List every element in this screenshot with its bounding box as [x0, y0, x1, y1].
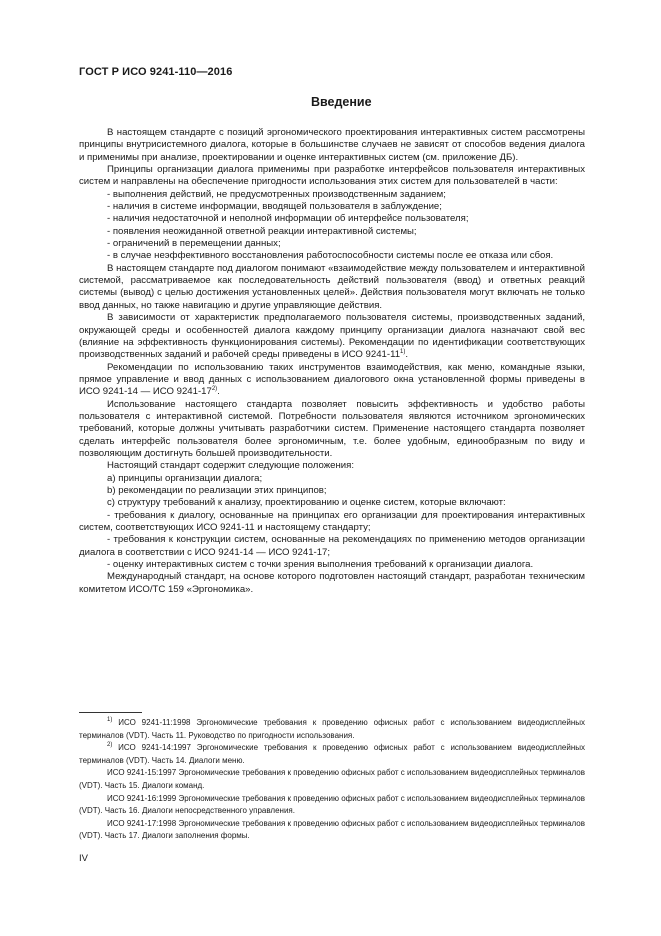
list-item-wrapped: - требования к диалогу, основанные на принципах его организации для проектирования интерактивных систем, соответствующих ИСО 9241-11 и настоящему стандарту;	[79, 509, 585, 533]
paragraph-4-end: .	[405, 349, 409, 361]
footnote-text: ИСО 9241-11:1998 Эргономические требования к проведению офисных работ с использованием видеодисплейных терминалов (VDT). Часть 11. Руководство по пригодности использования.	[79, 718, 585, 740]
paragraph-5-end: .	[217, 386, 220, 398]
footnote-5	[79, 818, 585, 843]
paragraph-8: Международный стандарт, на основе которого подготовлен настоящий стандарт, разработан техническим комитетом ИСО/ТС 159 «Эргономика».	[79, 571, 585, 595]
list-item: - ограничений в перемещении данных;	[107, 238, 281, 250]
list-item: - выполнения действий, не предусмотренных производственным заданием;	[107, 188, 446, 200]
list-item: c) структуру требований к анализу, проектированию и оценке систем, которые включают:	[107, 497, 506, 509]
paragraph-5	[79, 362, 585, 399]
section-title: Введение	[311, 95, 372, 109]
footnote-mark: 1)	[107, 717, 113, 723]
list-item: - появления неожиданной ответной реакции интерактивной системы;	[107, 225, 417, 237]
footnote-mark: 2)	[107, 742, 113, 749]
footnote-ref-1[interactable]: 1)	[400, 349, 406, 356]
footnote-text: ИСО 9241-16:1999 Эргономические требования к проведению офисных работ с использованием видеодисплейных терминалов (VDT). Часть 16. Диалоги непосредственного управления.	[79, 793, 585, 816]
footnote-3	[79, 767, 585, 792]
paragraph-4-text: В зависимости от характеристик предполагаемого пользователя системы, производственных заданий, окружающей среды и особенностей диалога каждому принципу организации диалога назначают свой вес (влияние на эффективность функционирования системы). Рекомендации по идентификации соответствующих производственных заданий и рабочей среды приведены в ИСО 9241-11	[79, 312, 585, 361]
paragraph-1: В настоящем стандарте с позиций эргономического проектирования интерактивных систем рассмотрены принципы внутрисистемного диалога, которые в большинстве случаев не зависят от способов ведения диалога и применимы при анализе, проектировании и оценке интерактивных систем (см. приложение ДБ).	[79, 127, 585, 163]
list-item: - наличия в системе информации, вводящей пользователя в заблуждение;	[107, 201, 442, 213]
list-item: b) рекомендации по реализации этих принципов;	[107, 484, 327, 496]
body-text	[79, 127, 585, 596]
footnotes	[79, 717, 585, 843]
paragraph-4	[79, 312, 585, 361]
footnote-text: ИСО 9241-15:1997 Эргономические требования к проведению офисных работ с использованием видеодисплейных терминалов (VDT). Часть 15. Диалоги команд.	[79, 768, 585, 790]
paragraph-5-text: Рекомендации по использованию таких инструментов взаимодействия, как меню, командные языки, прямое управление и ввод данных с использованием диалогового окна установленной формы приведены в ИСО 9241-14 — ИСО 9241-17	[79, 361, 585, 398]
footnote-text: ИСО 9241-17:1998 Эргономические требования к проведению офисных работ с использованием видеодисплейных терминалов (VDT). Часть 17. Диалоги заполнения формы.	[79, 818, 585, 841]
paragraph-3: В настоящем стандарте под диалогом понимают «взаимодействие между пользователем и интерактивной системой, рассматриваемое как последовательность действий пользователя (ввод) и ответных реакций системы (вывод) с целью достижения установленных целей». Действия пользователя могут включать не только ввод данных, но также навигацию и другие управляющие действия.	[79, 262, 585, 311]
paragraph-6: Использование настоящего стандарта позволяет повысить эффективность и удобство работы пользователя с интерактивной системой. Потребности пользователя являются источником эргономических требований, которые должны учитывать разработчики систем. Применение настоящего стандарта позволяет сделать интерфейс пользователя более эргономичным, т.е. более удобным, единообразным по виду и позволяющим достигнуть большей производительности.	[79, 398, 585, 459]
paragraph-2: Принципы организации диалога применимы при разработке интерфейсов пользователя интерактивных систем и направлены на обеспечение пригодности использования этих систем для пользователей в части:	[79, 164, 585, 188]
footnote-1	[79, 717, 585, 742]
page-number: IV	[79, 853, 88, 864]
list-item: - наличия недостаточной и неполной информации об интерфейсе пользователя;	[107, 213, 469, 225]
list-item-wrapped: - требования к конструкции систем, основанные на рекомендациях по применению методов организации диалога в соответствии с ИСО 9241-14 — ИСО 9241-17;	[79, 534, 585, 558]
list-item-wrapped: - в случае неэффективного восстановления работоспособности системы после ее отказа или сбоя.	[107, 250, 554, 262]
paragraph-7: Настоящий стандарт содержит следующие положения:	[107, 460, 355, 472]
footnote-divider	[79, 712, 142, 713]
footnote-text: ИСО 9241-14:1997 Эргономические требования к проведению офисных работ с использованием видеодисплейных терминалов (VDT). Часть 14. Диалоги меню.	[79, 743, 585, 765]
list-item-wrapped: - оценку интерактивных систем с точки зрения выполнения требований к организации диалога.	[107, 559, 534, 571]
footnote-4	[79, 793, 585, 818]
footnote-2	[79, 742, 585, 767]
standard-header: ГОСТ Р ИСО 9241-110—2016	[79, 66, 233, 78]
list-item: a) принципы организации диалога;	[107, 472, 263, 484]
footnote-ref-2[interactable]: 2)	[211, 386, 218, 393]
